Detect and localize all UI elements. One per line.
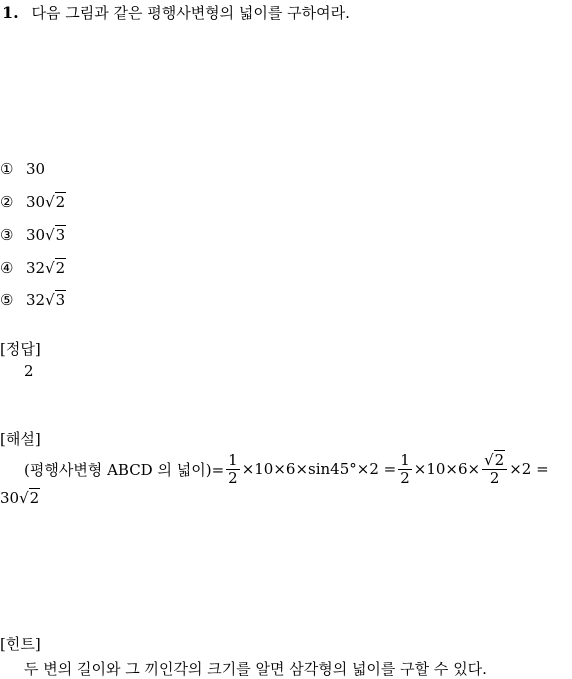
- choice-coefficient: 30: [26, 160, 46, 178]
- choice-number: ④: [0, 259, 14, 277]
- choice-number: ①: [0, 160, 14, 178]
- answer-label: [정답]: [0, 340, 41, 358]
- fraction-denominator: 2: [228, 468, 238, 487]
- question-header: [2, 2, 350, 23]
- sqrt-sign: √: [45, 259, 55, 277]
- explanation-formula: [24, 447, 549, 491]
- fraction-numerator: 1: [400, 451, 410, 469]
- explanation-label: [해설]: [0, 430, 41, 448]
- answer-value: 2: [24, 362, 34, 380]
- choice-radicand: 2: [55, 193, 66, 211]
- fraction-one-half-b: [398, 452, 412, 486]
- fraction-denominator: 2: [489, 468, 500, 487]
- choice-item[interactable]: [0, 226, 66, 244]
- sqrt-radicand: 2: [494, 451, 505, 469]
- fraction-sqrt2-over-2: [482, 452, 507, 486]
- choice-number: ③: [0, 226, 14, 244]
- sqrt-sign: √: [45, 291, 55, 309]
- question-text: 다음 그림과 같은 평행사변형의 넓이를 구하여라.: [31, 4, 350, 22]
- choice-item[interactable]: [0, 259, 66, 277]
- sqrt-sign: √: [45, 226, 55, 244]
- fraction-denominator: 2: [400, 468, 410, 487]
- choice-item[interactable]: [0, 291, 66, 309]
- choice-coefficient: 32: [26, 291, 46, 309]
- choice-coefficient: 30: [26, 226, 46, 244]
- choice-item[interactable]: [0, 193, 66, 211]
- result-coefficient: 30: [0, 489, 20, 507]
- explanation-mid1: ×10×6×sin45°×2 =: [241, 460, 397, 478]
- choice-coefficient: 30: [26, 193, 46, 211]
- choice-radicand: 3: [55, 226, 66, 244]
- hint-label: [힌트]: [0, 635, 41, 653]
- fraction-numerator-sqrt: [482, 452, 507, 470]
- choice-number: ②: [0, 193, 14, 211]
- choice-item[interactable]: [0, 160, 45, 178]
- explanation-lhs: (평행사변형 ABCD 의 넓이)=: [24, 460, 225, 479]
- explanation-tail: ×2 =: [509, 460, 549, 478]
- fraction-one-half-a: [226, 452, 240, 486]
- result-radicand: 2: [29, 489, 40, 507]
- sqrt-sign: √: [45, 193, 55, 211]
- explanation-result: [0, 489, 40, 507]
- hint-text: 두 변의 길이와 그 끼인각의 크기를 알면 삼각형의 넓이를 구할 수 있다.: [24, 660, 487, 678]
- fraction-numerator: 1: [228, 451, 238, 469]
- sqrt-sign: √: [19, 489, 29, 507]
- choice-radicand: 3: [55, 291, 66, 309]
- choice-radicand: 2: [55, 259, 66, 277]
- choice-number: ⑤: [0, 291, 14, 309]
- explanation-mid2: ×10×6×: [413, 460, 481, 478]
- sqrt-sign: √: [484, 451, 494, 469]
- question-number: 1.: [2, 3, 19, 22]
- choice-coefficient: 32: [26, 259, 46, 277]
